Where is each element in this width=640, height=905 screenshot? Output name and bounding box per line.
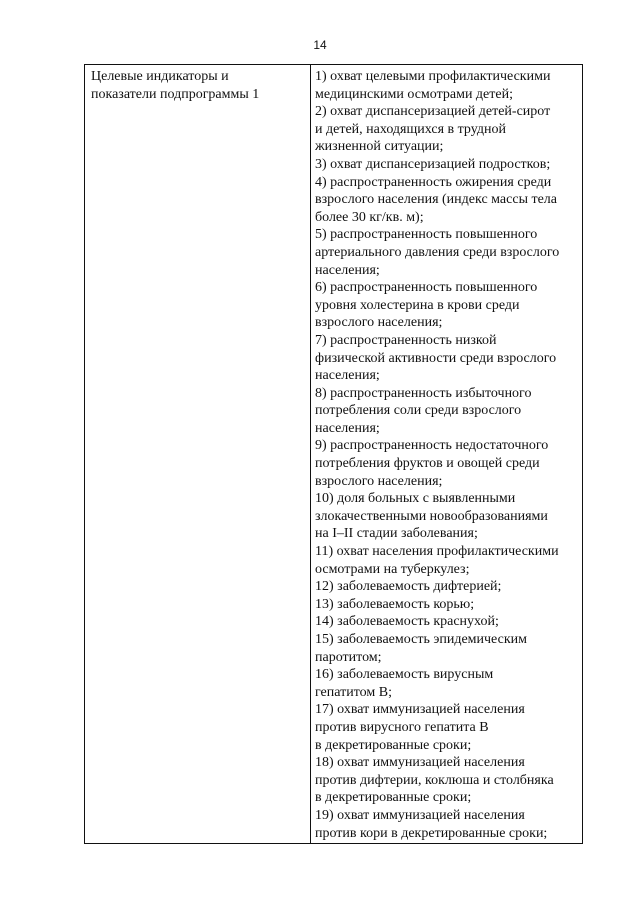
indicator-line: против вирусного гепатита В	[315, 719, 489, 735]
indicator-line: населения;	[315, 262, 380, 278]
indicators-table	[84, 64, 583, 844]
indicator-line: взрослого населения;	[315, 315, 443, 331]
indicator-line: против кори в декретированные сроки;	[315, 825, 548, 841]
page-number: 14	[313, 38, 327, 52]
indicator-line: населения;	[315, 420, 380, 436]
indicator-line: медицинскими осмотрами детей;	[315, 86, 513, 102]
indicator-line: 5) распространенность повышенного	[315, 227, 538, 243]
indicator-line: более 30 кг/кв. м);	[315, 209, 424, 225]
indicator-item	[315, 754, 579, 807]
indicator-line: в декретированные сроки;	[315, 790, 472, 806]
indicator-line: 8) распространенность избыточного	[315, 385, 532, 401]
table-label-cell	[91, 68, 303, 103]
indicator-line: потребления соли среди взрослого	[315, 403, 522, 419]
indicator-line: потребления фруктов и овощей среди	[315, 456, 540, 472]
column-divider	[310, 65, 311, 843]
indicator-item	[315, 68, 579, 103]
indicator-item	[315, 596, 579, 614]
indicator-line: 6) распространенность повышенного	[315, 280, 538, 296]
indicator-line: физической активности среди взрослого	[315, 350, 557, 366]
indicator-line: 11) охват населения профилактическими	[315, 544, 559, 560]
indicator-item	[315, 279, 579, 332]
indicator-item	[315, 701, 579, 754]
indicator-line: 2) охват диспансеризацией детей-сирот	[315, 104, 551, 120]
indicator-line: 4) распространенность ожирения среди	[315, 174, 552, 190]
indicator-line: на I–II стадии заболевания;	[315, 526, 478, 542]
indicator-item	[315, 613, 579, 631]
indicator-item	[315, 156, 579, 174]
indicator-item	[315, 226, 579, 279]
indicator-line: жизненной ситуации;	[315, 139, 444, 155]
indicator-line: паротитом;	[315, 649, 382, 665]
indicator-line: и детей, находящихся в трудной	[315, 121, 506, 137]
indicator-line: уровня холестерина в крови среди	[315, 297, 520, 313]
indicator-line: 3) охват диспансеризацией подростков;	[315, 156, 551, 172]
indicator-line: гепатитом В;	[315, 684, 392, 700]
indicator-line: 18) охват иммунизацией населения	[315, 755, 525, 771]
indicator-item	[315, 385, 579, 438]
indicator-line: 9) распространенность недостаточного	[315, 438, 549, 454]
indicator-line: против дифтерии, коклюша и столбняка	[315, 772, 554, 788]
indicator-line: 7) распространенность низкой	[315, 332, 497, 348]
indicator-line: в декретированные сроки;	[315, 737, 472, 753]
indicator-line: взрослого населения (индекс массы тела	[315, 192, 558, 208]
indicator-item	[315, 807, 579, 842]
indicator-list	[315, 68, 579, 842]
indicator-line: 1) охват целевыми профилактическими	[315, 69, 551, 84]
indicator-line: 17) охват иммунизацией населения	[315, 702, 525, 718]
indicator-item	[315, 437, 579, 490]
indicator-item	[315, 666, 579, 701]
indicator-item	[315, 631, 579, 666]
indicator-item	[315, 103, 579, 156]
indicator-line: 13) заболеваемость корью;	[315, 596, 475, 612]
indicator-item	[315, 490, 579, 543]
indicator-line: артериального давления среди взрослого	[315, 244, 560, 260]
indicator-line: населения;	[315, 368, 380, 384]
label-line: показатели подпрограммы 1	[91, 86, 260, 102]
indicator-item	[315, 174, 579, 227]
indicator-line: 16) заболеваемость вирусным	[315, 667, 494, 683]
indicator-line: 14) заболеваемость краснухой;	[315, 614, 499, 630]
indicator-item	[315, 543, 579, 578]
table-value-cell	[315, 68, 579, 842]
indicator-line: злокачественными новообразованиями	[315, 508, 548, 524]
label-line: Целевые индикаторы и	[91, 69, 229, 84]
indicator-line: 10) доля больных с выявленными	[315, 491, 516, 507]
indicator-line: 19) охват иммунизацией населения	[315, 807, 525, 823]
indicator-line: 12) заболеваемость дифтерией;	[315, 579, 502, 595]
indicator-item	[315, 578, 579, 596]
indicator-line: взрослого населения;	[315, 473, 443, 489]
indicator-item	[315, 332, 579, 385]
indicator-line: осмотрами на туберкулез;	[315, 561, 470, 577]
indicator-line: 15) заболеваемость эпидемическим	[315, 632, 527, 647]
